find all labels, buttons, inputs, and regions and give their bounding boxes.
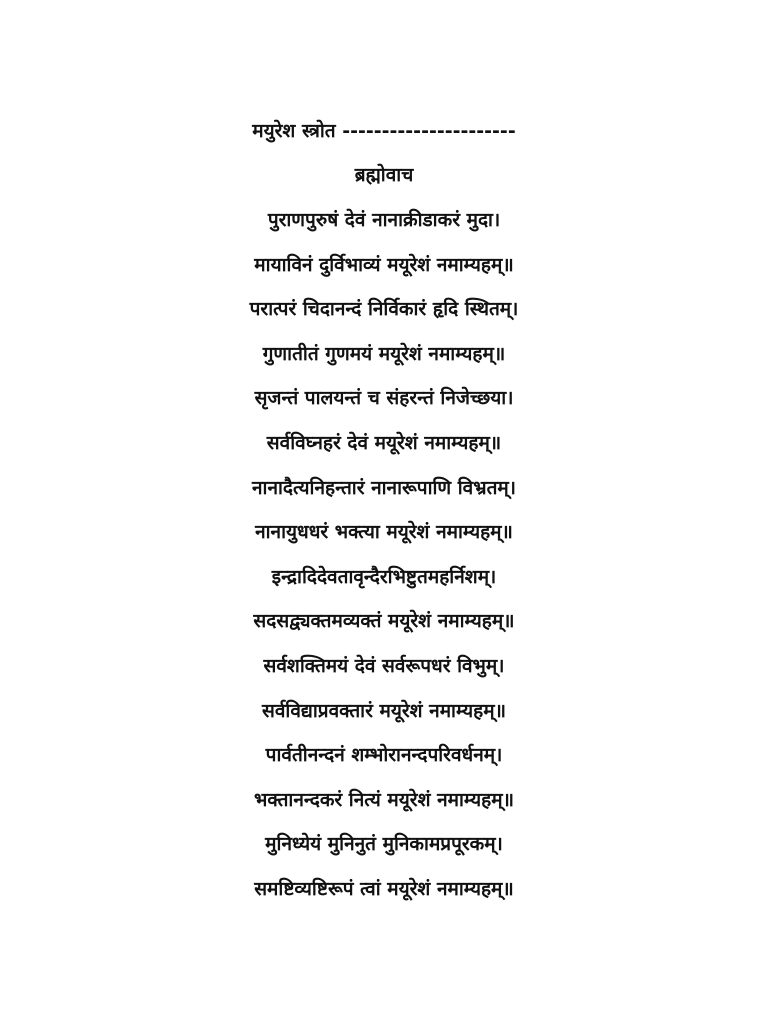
verse-line: मायाविनं दुर्विभाव्यं मयूरेशं नमाम्यहम्॥: [254, 253, 514, 276]
verse-line: परात्परं चिदानन्दं निर्विकारं हृदि स्थितम्।: [249, 298, 519, 321]
verse-line: सर्वविघ्नहरं देवं मयूरेशं नमाम्यहम्॥: [266, 431, 502, 454]
verse-line: पुराणपुरुषं देवं नानाक्रीडाकरं मुदा।: [267, 209, 501, 231]
speaker-heading: ब्रह्मोवाच: [354, 164, 414, 186]
verse-line: नानादैत्यनिहन्तारं नानारूपाणि विभ्रतम्।: [251, 476, 516, 499]
verse-line: नानायुधधरं भक्त्या मयूरेशं नमाम्यहम्॥: [255, 521, 513, 544]
verse-line: समष्टिव्यष्टिरूपं त्वां मयूरेशं नमाम्यहम्॥: [254, 877, 514, 900]
verse-line: मुनिध्येयं मुनिनुतं मुनिकामप्रपूरकम्।: [265, 833, 503, 856]
verse-line: सर्वशक्तिमयं देवं सर्वरूपधरं विभुम्।: [263, 654, 505, 677]
verse-line: गुणातीतं गुणमयं मयूरेशं नमाम्यहम्॥: [262, 342, 506, 365]
verse-line: सृजन्तं पालयन्तं च संहरन्तं निजेच्छया।: [254, 387, 514, 410]
verse-line: इन्द्रादिदेवतावृन्दैरभिष्टुतमहर्निशम्।: [271, 565, 497, 588]
verse-list: [0, 205, 768, 919]
verse-line: पार्वतीनन्दनं शम्भोरानन्दपरिवर्धनम्।: [265, 744, 503, 767]
verse-line: सर्वविद्याप्रवक्तारं मयूरेशं नमाम्यहम्॥: [261, 699, 507, 722]
verse-line: भक्तानन्दकरं नित्यं मयूरेशं नमाम्यहम्॥: [254, 788, 514, 811]
verse-line: सदसद्व्यक्तमव्यक्तं मयूरेशं नमाम्यहम्॥: [253, 610, 515, 633]
document-title: मयुरेश स्त्रोत ----------------------: [252, 120, 516, 142]
